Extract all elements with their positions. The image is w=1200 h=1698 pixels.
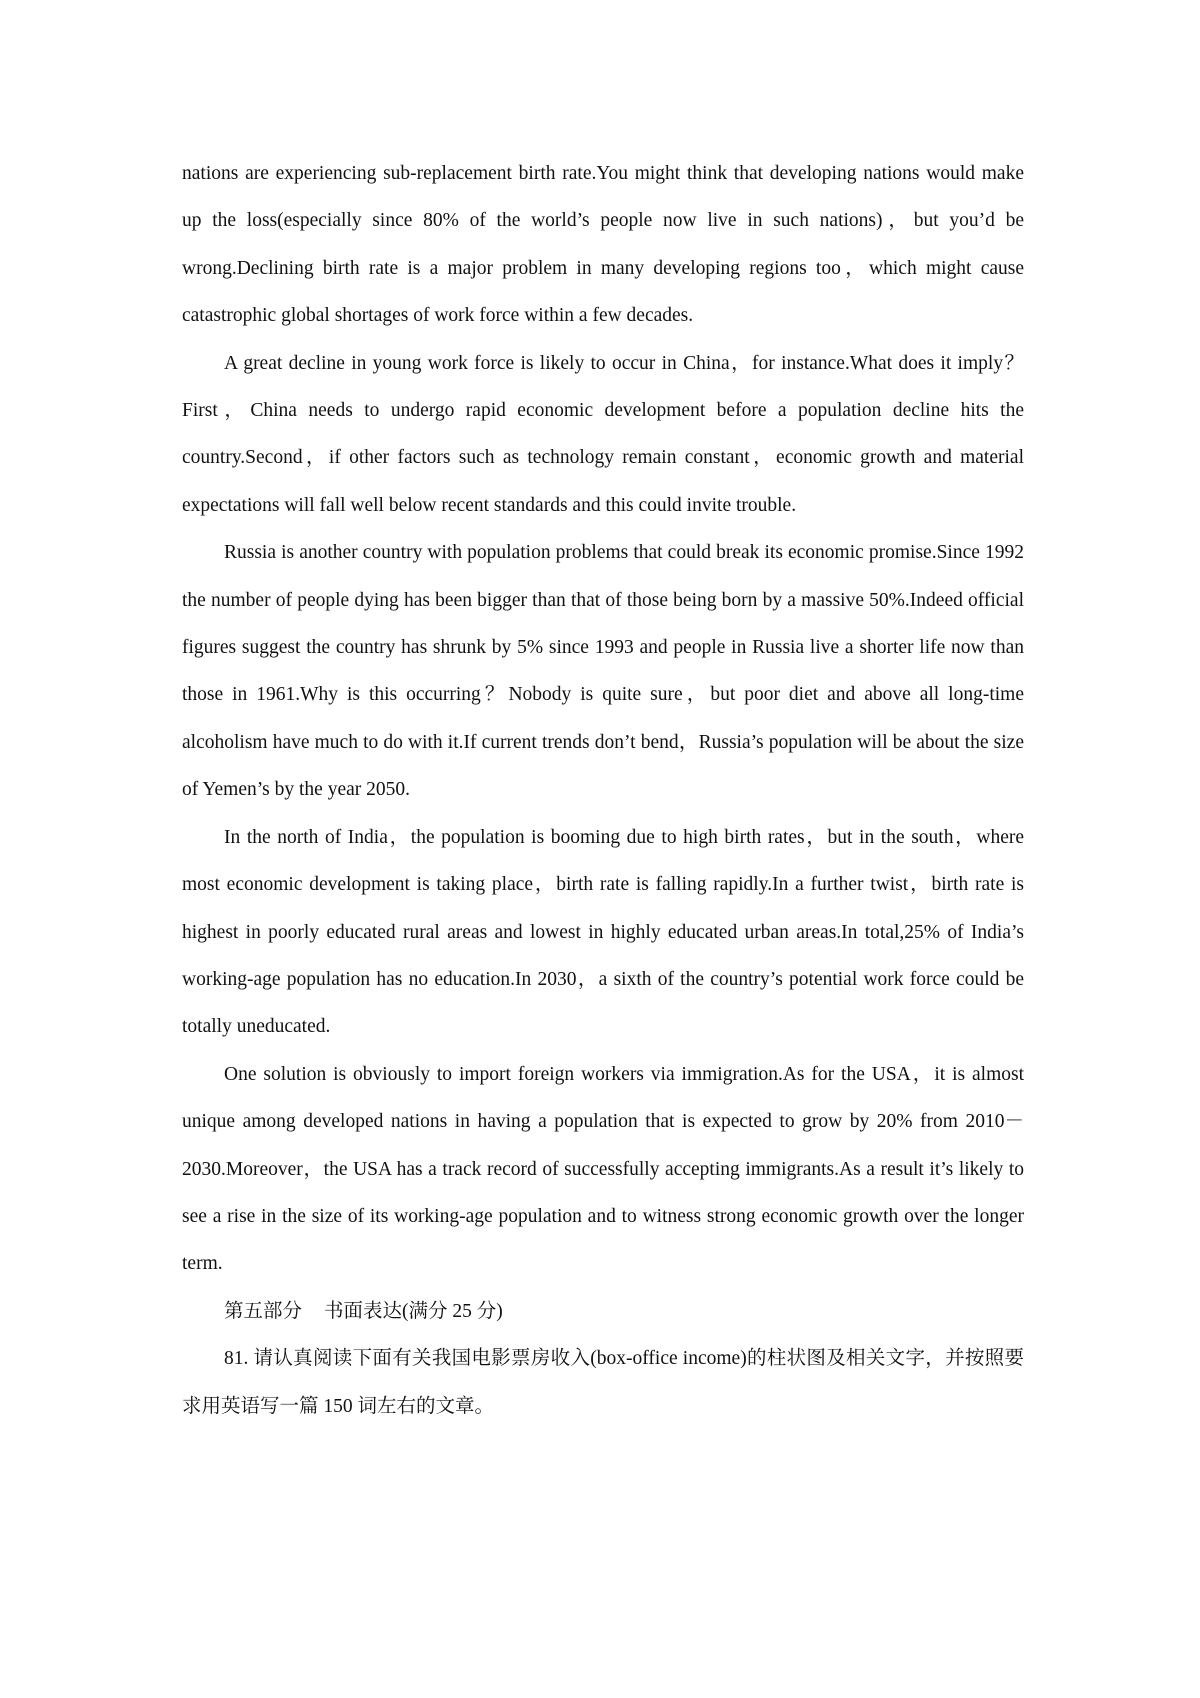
paragraph-china: A great decline in young work force is likely to occur in China，for instance.What does it imply？First，China needs to undergo rapid economic development before a population decline hits the country.Second，if other factors such as technology remain constant，economic growth and material expectations will fall well below recent standards and this could invite trouble. [182,352,1024,516]
question-81: 81. 请认真阅读下面有关我国电影票房收入(box-office income)的柱状图及相关文字，并按照要求用英语写一篇 150 词左右的文章。 [182,1348,1024,1417]
document-body [182,150,1024,1430]
paragraph-usa: One solution is obviously to import foreign workers via immigration.As for the USA，it is almost unique among developed nations in having a population that is expected to grow by 20% from 2010－2030.Moreover，the USA has a track record of successfully accepting immigrants.As a result it’s likely to see a rise in the size of its working-age population and to witness strong economic growth over the longer term. [182,1063,1024,1275]
paragraph-india: In the north of India，the population is booming due to high birth rates，but in the south，where most economic development is taking place，birth rate is falling rapidly.In a further twist，birth rate is highest in poorly educated rural areas and lowest in highly educated urban areas.In total,25% of India’s working-age population has no education.In 2030，a sixth of the country’s potential work force could be totally uneducated. [182,826,1024,1038]
section-heading [182,1288,1024,1335]
paragraph-birth-rate: nations are experiencing sub-replacement birth rate.You might think that developing nations would make up the loss(especially since 80% of the world’s people now live in such nations)，but you’d be wrong.Declining birth rate is a major problem in many developing regions too，which might cause catastrophic global shortages of work force within a few decades. [182,163,1024,327]
section-label: 第五部分 [224,1300,303,1322]
section-title-text: 书面表达(满分 25 分) [324,1300,503,1322]
paragraph-russia: Russia is another country with population problems that could break its economic promise.Since 1992 the number of people dying has been bigger than that of those being born by a massive 50%.Indeed official figures suggest the country has shrunk by 5% since 1993 and people in Russia live a shorter life now than those in 1961.Why is this occurring？Nobody is quite sure，but poor diet and above all long-time alcoholism have much to do with it.If current trends don’t bend，Russia’s population will be about the size of Yemen’s by the year 2050. [182,542,1024,801]
